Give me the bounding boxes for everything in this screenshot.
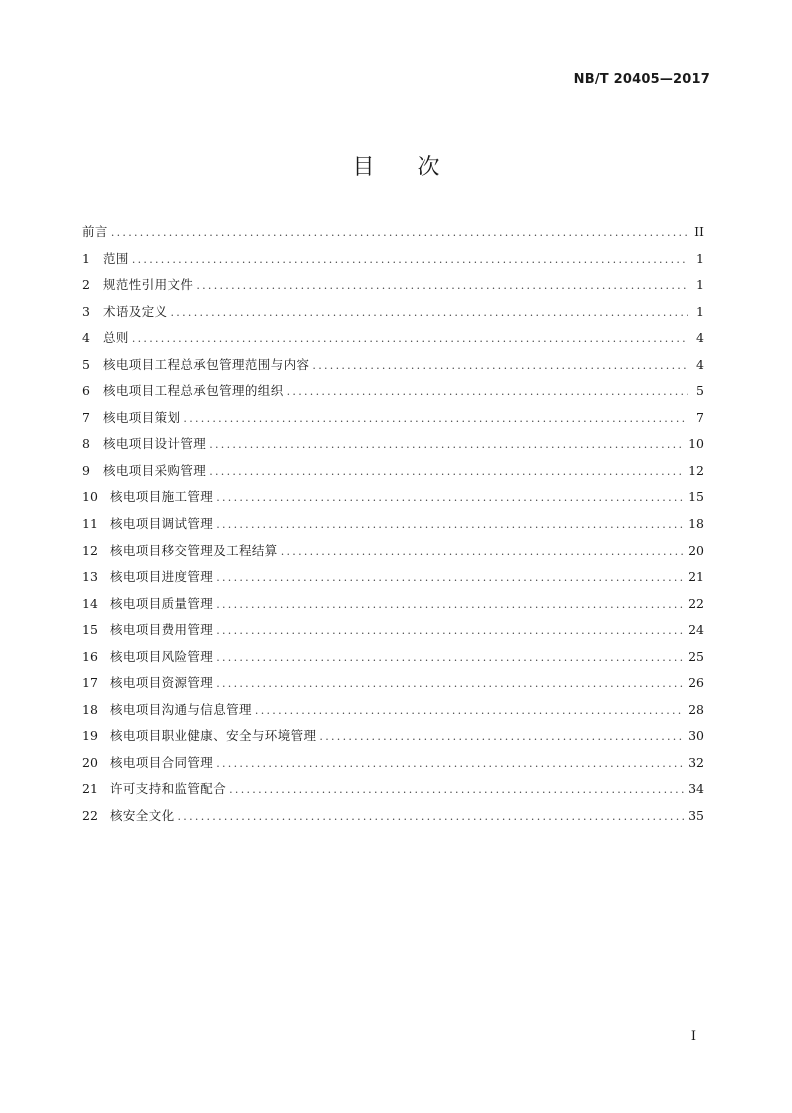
toc-entry-page: 1 <box>696 250 704 266</box>
toc-entry-label: 前言 <box>82 224 108 239</box>
toc-entry-page: 21 <box>688 569 704 585</box>
toc-entry-page: 7 <box>696 409 704 425</box>
toc-dot-leader <box>183 406 688 433</box>
toc-entry-label: 核电项目风险管理 <box>110 648 214 664</box>
toc-entry-page: 4 <box>696 356 704 372</box>
toc-entry-label: 术语及定义 <box>103 303 168 319</box>
toc-entry-number: 14 <box>82 595 98 611</box>
toc-entry-label: 核电项目移交管理及工程结算 <box>110 542 278 558</box>
toc-dot-leader <box>216 565 684 592</box>
toc-entry[interactable] <box>82 299 704 326</box>
toc-entry-label: 核安全文化 <box>110 808 175 824</box>
toc-entry[interactable] <box>82 803 704 830</box>
toc-entry-page: 25 <box>688 648 704 664</box>
toc-entry[interactable] <box>82 750 704 777</box>
toc-entry[interactable] <box>82 644 704 671</box>
toc-entry-label: 核电项目费用管理 <box>110 622 214 638</box>
table-of-contents <box>82 219 704 830</box>
toc-entry-number: 9 <box>82 462 90 478</box>
toc-dot-leader <box>216 485 684 512</box>
toc-dot-leader <box>171 300 688 327</box>
toc-dot-leader <box>216 512 684 539</box>
toc-entry-label: 核电项目施工管理 <box>110 489 214 505</box>
toc-dot-leader <box>132 326 688 353</box>
toc-dot-leader <box>255 698 684 725</box>
toc-entry[interactable] <box>82 325 704 352</box>
toc-dot-leader <box>209 459 684 486</box>
toc-entry-label: 核电项目资源管理 <box>110 675 214 691</box>
toc-entry-page: 20 <box>688 542 704 558</box>
toc-entry-page: II <box>694 224 704 239</box>
toc-entry-label: 核电项目调试管理 <box>110 516 214 532</box>
standard-code: NB/T 20405—2017 <box>573 72 710 87</box>
toc-entry[interactable] <box>82 458 704 485</box>
toc-entry-number: 1 <box>82 250 90 266</box>
toc-entry[interactable] <box>82 352 704 379</box>
toc-entry-page: 24 <box>688 622 704 638</box>
toc-entry-number: 12 <box>82 542 98 558</box>
toc-dot-leader <box>196 273 688 300</box>
toc-entry[interactable] <box>82 219 704 246</box>
toc-dot-leader <box>229 777 684 804</box>
toc-entry-label: 总则 <box>103 330 129 346</box>
toc-dot-leader <box>216 645 684 672</box>
toc-entry-label: 许可支持和监管配合 <box>110 781 227 797</box>
toc-entry-label: 核电项目沟通与信息管理 <box>110 701 252 717</box>
toc-entry-label: 核电项目工程总承包管理的组织 <box>103 383 284 399</box>
toc-entry-page: 18 <box>688 516 704 532</box>
toc-entry-page: 22 <box>688 595 704 611</box>
toc-entry[interactable] <box>82 405 704 432</box>
toc-entry-label: 核电项目设计管理 <box>103 436 207 452</box>
toc-entry-number: 22 <box>82 808 98 824</box>
toc-entry-number: 21 <box>82 781 98 797</box>
toc-entry-page: 12 <box>688 462 704 478</box>
toc-entry-number: 15 <box>82 622 98 638</box>
toc-entry-label: 核电项目策划 <box>103 409 181 425</box>
toc-dot-leader <box>216 592 684 619</box>
toc-dot-leader <box>216 751 684 778</box>
toc-entry[interactable] <box>82 272 704 299</box>
toc-entry-number: 18 <box>82 701 98 717</box>
toc-dot-leader <box>319 724 684 751</box>
toc-entry-number: 8 <box>82 436 90 452</box>
toc-entry[interactable] <box>82 431 704 458</box>
toc-entry-label: 范围 <box>103 250 129 266</box>
toc-entry-number: 11 <box>82 516 98 532</box>
toc-entry[interactable] <box>82 697 704 724</box>
toc-entry-number: 5 <box>82 356 90 372</box>
toc-entry[interactable] <box>82 246 704 273</box>
toc-dot-leader <box>287 379 688 406</box>
toc-dot-leader <box>216 671 684 698</box>
toc-dot-leader <box>312 353 688 380</box>
toc-dot-leader <box>111 220 688 247</box>
toc-entry-label: 核电项目进度管理 <box>110 569 214 585</box>
toc-entry-page: 15 <box>688 489 704 505</box>
toc-entry[interactable] <box>82 591 704 618</box>
toc-entry-label: 规范性引用文件 <box>103 277 194 293</box>
toc-entry-page: 32 <box>688 754 704 770</box>
toc-dot-leader <box>178 804 685 831</box>
toc-dot-leader <box>216 618 684 645</box>
toc-entry-number: 20 <box>82 754 98 770</box>
toc-dot-leader <box>281 539 684 566</box>
toc-entry-page: 1 <box>696 277 704 293</box>
toc-entry-number: 6 <box>82 383 90 399</box>
toc-entry[interactable] <box>82 723 704 750</box>
toc-entry[interactable] <box>82 617 704 644</box>
toc-entry-page: 1 <box>696 303 704 319</box>
page-number: I <box>690 1029 696 1044</box>
toc-entry-number: 4 <box>82 330 90 346</box>
toc-entry-page: 35 <box>688 808 704 824</box>
toc-entry-number: 2 <box>82 277 90 293</box>
toc-entry-label: 核电项目工程总承包管理范围与内容 <box>103 356 310 372</box>
toc-dot-leader <box>132 247 688 274</box>
toc-entry-page: 10 <box>688 436 704 452</box>
toc-entry[interactable] <box>82 511 704 538</box>
toc-entry-page: 26 <box>688 675 704 691</box>
toc-entry-number: 7 <box>82 409 90 425</box>
toc-entry-label: 核电项目合同管理 <box>110 754 214 770</box>
toc-entry[interactable] <box>82 378 704 405</box>
toc-entry-page: 34 <box>688 781 704 797</box>
toc-entry-number: 13 <box>82 569 98 585</box>
toc-entry-label: 核电项目采购管理 <box>103 462 207 478</box>
toc-entry-page: 28 <box>688 701 704 717</box>
toc-entry-page: 5 <box>696 383 704 399</box>
toc-entry[interactable] <box>82 538 704 565</box>
toc-entry-number: 16 <box>82 648 98 664</box>
toc-entry-page: 4 <box>696 330 704 346</box>
toc-entry-number: 19 <box>82 728 98 744</box>
page-title: 目 次 <box>352 155 458 180</box>
toc-entry-number: 3 <box>82 303 90 319</box>
toc-dot-leader <box>209 432 684 459</box>
toc-entry-label: 核电项目职业健康、安全与环境管理 <box>110 728 317 744</box>
toc-entry[interactable] <box>82 776 704 803</box>
toc-entry[interactable] <box>82 564 704 591</box>
toc-entry-page: 30 <box>688 728 704 744</box>
toc-entry-number: 10 <box>82 489 98 505</box>
toc-entry[interactable] <box>82 484 704 511</box>
toc-entry[interactable] <box>82 670 704 697</box>
toc-entry-number: 17 <box>82 675 98 691</box>
toc-entry-label: 核电项目质量管理 <box>110 595 214 611</box>
